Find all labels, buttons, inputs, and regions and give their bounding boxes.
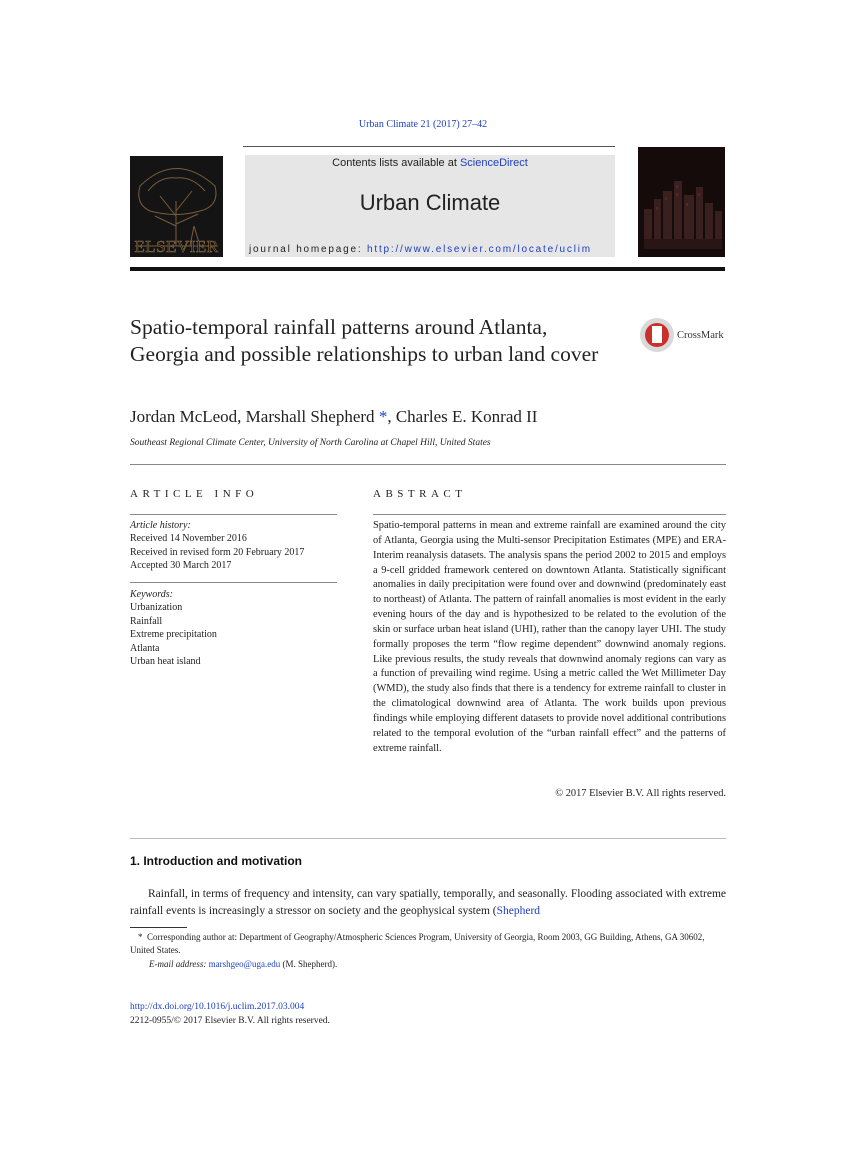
- header-thick-rule: [130, 267, 725, 271]
- journal-homepage: journal homepage: http://www.elsevier.com/locate/uclim: [249, 244, 592, 255]
- city-skyline-icon: [638, 147, 725, 257]
- doi-link[interactable]: http://dx.doi.org/10.1016/j.uclim.2017.03.004: [130, 1002, 305, 1012]
- corresponding-author-footnote: * Corresponding author at: Department of Geography/Atmospheric Sciences Program, University of Georgia, Room 2003, GG Building, Athens, GA 30602, United States. E-mail address: marshgeo@uga.edu (M. Shepherd).: [130, 932, 705, 969]
- doi-block: [130, 1001, 330, 1028]
- keywords-list: [130, 588, 340, 668]
- section-heading-introduction: 1. Introduction and motivation: [130, 854, 302, 868]
- keyword-item: Urbanization: [130, 602, 183, 614]
- article-history-label: Article history:: [130, 520, 191, 531]
- abstract-end-divider: [130, 838, 726, 839]
- keyword-item: Atlanta: [130, 642, 160, 654]
- homepage-link[interactable]: http://www.elsevier.com/locate/uclim: [367, 244, 592, 255]
- article-info-heading: ARTICLE INFO: [130, 488, 259, 500]
- author-list: Jordan McLeod, Marshall Shepherd *, Charles E. Konrad II: [130, 407, 538, 426]
- history-accepted: Accepted 30 March 2017: [130, 560, 232, 572]
- title-divider: [130, 464, 726, 465]
- elsevier-wordmark: ELSEVIER: [134, 237, 219, 256]
- journal-title: Urban Climate: [359, 190, 501, 215]
- article-info-divider: [130, 514, 337, 515]
- abstract-text: Spatio-temporal patterns in mean and extreme rainfall are examined around the city of Atlanta, Georgia using the Multi-sensor Precipitation Estimates (MPE) and ERA-Interim reanalysis datasets. The analysis spans the period 2002 to 2015 and employs a 9-cell gridded framework centered on downtown Atlanta. Statistically significant anomalies in daily precipitation were found over and downwind (predominately east to northeast) of Atlanta. The pattern of rainfall anomalies is most evident in the early evening hours of the day and is hypothesized to be related to the evolution of the skin or surface urban heat island (UHI), rather than the canopy layer UHI. The study formally proposes the term “flow regime dependent” downwind anomaly regions. Like previous results, the study reveals that downwind anomaly regions can vary as a function of prevailing wind regime. Using a metric called the Wet Millimeter Day (WMD), the study also finds that there is a tendency for extreme rainfall to cluster in the climatological downwind area of Atlanta. The work builds upon previous findings while employing different datasets to provide novel additional contributions related to the temporal evolution of the “urban rainfall effect” and the patterns of extreme rainfall.: [373, 520, 726, 754]
- footnote-rule: [130, 927, 187, 928]
- header-divider: [243, 146, 615, 147]
- crossmark-icon: [640, 318, 674, 352]
- keywords-divider: [130, 582, 337, 583]
- keyword-item: Urban heat island: [130, 656, 201, 668]
- issn-line: 2212-0955/© 2017 Elsevier B.V. All rights reserved.: [130, 1015, 330, 1026]
- crossmark-label: CrossMark: [677, 330, 724, 341]
- journal-cover-image: [638, 147, 725, 257]
- history-revised: Received in revised form 20 February 2017: [130, 546, 305, 558]
- abstract-divider: [373, 514, 726, 515]
- abstract-copyright: © 2017 Elsevier B.V. All rights reserved.: [555, 788, 726, 799]
- sciencedirect-link[interactable]: ScienceDirect: [459, 157, 528, 169]
- crossmark-button[interactable]: [640, 318, 730, 354]
- abstract-heading: ABSTRACT: [373, 488, 467, 500]
- keywords-label: Keywords:: [130, 589, 173, 600]
- article-title: Spatio-temporal rainfall patterns around Atlanta, Georgia and possible relationships to urban land cover: [130, 315, 599, 366]
- article-history: [130, 519, 340, 573]
- corresponding-author-mark[interactable]: *: [378, 407, 388, 426]
- email-link[interactable]: marshgeo@uga.edu: [208, 958, 281, 969]
- history-received: Received 14 November 2016: [130, 533, 247, 545]
- elsevier-logo: [130, 156, 223, 257]
- author-affiliation: Southeast Regional Climate Center, University of North Carolina at Chapel Hill, United States: [130, 438, 491, 448]
- contents-line: Contents lists available at ScienceDirect: [332, 157, 528, 169]
- introduction-paragraph: Rainfall, in terms of frequency and intensity, can vary spatially, temporally, and seasonally. Flooding associated with extreme rainfall events is increasingly a stressor on society and the geophysical system (Shepherd: [130, 888, 726, 917]
- keyword-item: Extreme precipitation: [130, 629, 217, 641]
- keyword-item: Rainfall: [130, 615, 163, 627]
- journal-citation[interactable]: Urban Climate 21 (2017) 27–42: [358, 119, 488, 130]
- shepherd-citation-link[interactable]: Shepherd: [496, 905, 541, 917]
